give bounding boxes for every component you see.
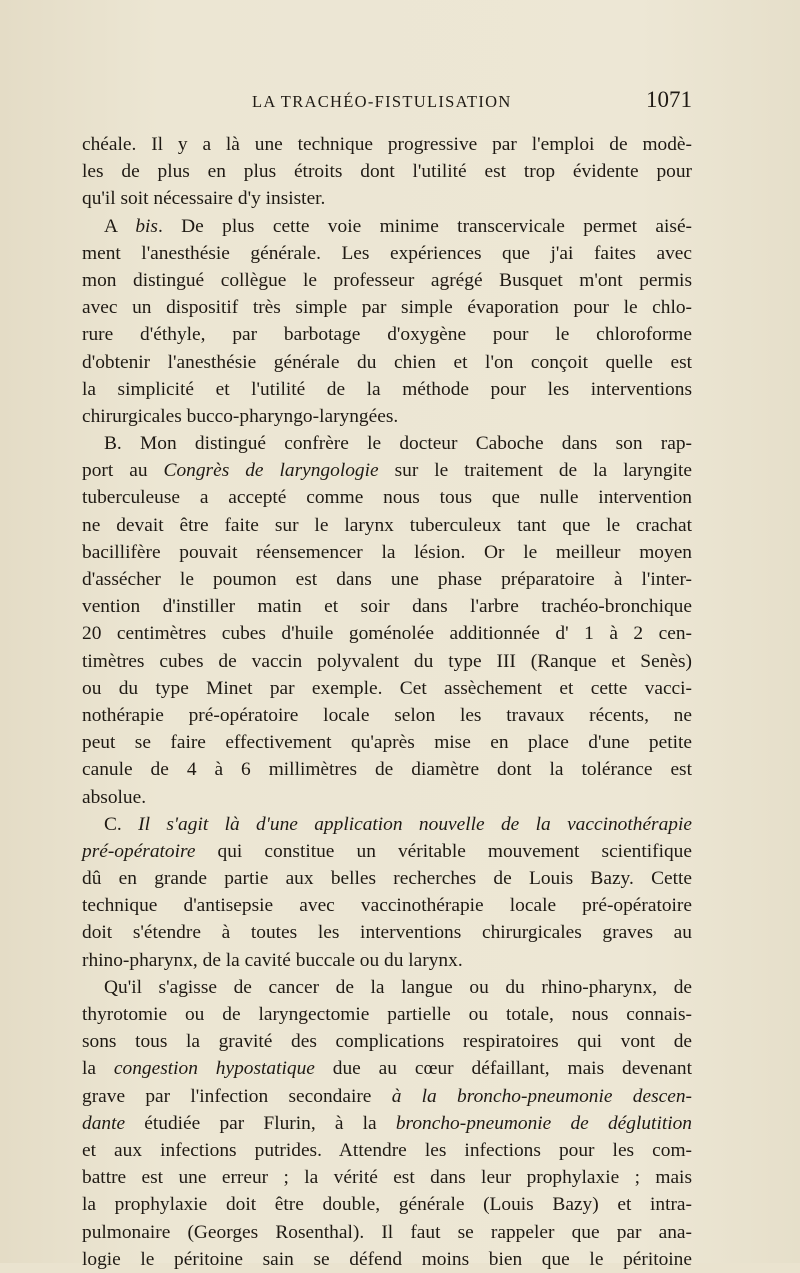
text-segment: nothérapie pré-opératoire locale selon les travaux récents, ne bbox=[82, 704, 692, 726]
text-segment: A bbox=[104, 215, 136, 237]
text-segment: . De plus cette voie minime transcervicale permet aisé- bbox=[157, 215, 693, 237]
text-segment: ment l'anesthésie générale. Les expériences que j'ai faites avec bbox=[82, 242, 692, 264]
text-segment: B. Mon distingué confrère le docteur Caboche dans son rap- bbox=[104, 433, 692, 455]
text-line bbox=[82, 1191, 692, 1218]
text-segment: chéale. Il y a là une technique progressive par l'emploi de modè- bbox=[82, 134, 692, 155]
italic-text: broncho-pneumonie de déglutition bbox=[395, 1112, 692, 1134]
text-line bbox=[82, 512, 692, 539]
text-line bbox=[82, 756, 692, 783]
text-segment: vention d'instiller matin et soir dans l'arbre trachéo-bronchique bbox=[82, 596, 692, 618]
text-segment: la prophylaxie doit être double, générale (Louis Bazy) et intra- bbox=[82, 1194, 692, 1216]
text-segment: la bbox=[82, 1058, 114, 1080]
text-segment: absolue. bbox=[82, 786, 147, 808]
text-segment: rhino-pharynx, de la cavité buccale ou du larynx. bbox=[82, 949, 463, 971]
text-line bbox=[82, 566, 692, 593]
text-segment: 20 centimètres cubes d'huile goménolée additionnée d' 1 à 2 cen- bbox=[82, 623, 692, 645]
text-segment: thyrotomie ou de laryngectomie partielle ou totale, nous connais- bbox=[82, 1004, 692, 1025]
text-segment: d'assécher le poumon est dans une phase préparatoire à l'inter- bbox=[82, 569, 692, 590]
text-line bbox=[82, 1055, 692, 1082]
text-line bbox=[82, 158, 692, 185]
text-line bbox=[82, 865, 692, 892]
text-line bbox=[82, 947, 692, 974]
text-segment: battre est une erreur ; la vérité est dans leur prophylaxie ; mais bbox=[82, 1167, 692, 1189]
text-line bbox=[82, 620, 692, 647]
text-line bbox=[82, 1028, 692, 1055]
text-segment: Qu'il s'agisse de cancer de la langue ou du rhino-pharynx, de bbox=[104, 976, 692, 998]
text-line bbox=[82, 702, 692, 729]
text-segment: chirurgicales bucco-pharyngo-laryngées. bbox=[82, 405, 399, 427]
text-line bbox=[82, 648, 692, 675]
text-line bbox=[82, 539, 692, 566]
italic-text: à la broncho-pneumonie descen- bbox=[391, 1085, 692, 1107]
text-line bbox=[82, 1001, 692, 1028]
text-line bbox=[82, 1164, 692, 1191]
text-segment: sur le traitement de la laryngite bbox=[378, 460, 692, 482]
page-number: 1071 bbox=[646, 87, 692, 112]
text-line bbox=[82, 974, 692, 1001]
text-segment: sons tous la gravité des complications respiratoires qui vont de bbox=[82, 1031, 692, 1053]
text-line bbox=[82, 892, 692, 919]
text-line bbox=[82, 838, 692, 865]
text-segment: doit s'étendre à toutes les interventions chirurgicales graves au bbox=[82, 922, 692, 944]
text-line bbox=[82, 1083, 692, 1110]
text-line bbox=[82, 1246, 692, 1273]
text-segment: qui constitue un véritable mouvement scientifique bbox=[195, 840, 692, 862]
text-segment: la simplicité et l'utilité de la méthode pour les interventions bbox=[82, 378, 692, 400]
text-line bbox=[82, 484, 692, 511]
text-line bbox=[82, 729, 692, 756]
text-segment: avec un dispositif très simple par simple évaporation pour le chlo- bbox=[82, 297, 692, 319]
text-line bbox=[82, 349, 692, 376]
text-line bbox=[82, 1219, 692, 1246]
text-segment: pulmonaire (Georges Rosenthal). Il faut se rappeler que par ana- bbox=[82, 1221, 692, 1243]
text-line bbox=[82, 294, 692, 321]
italic-text: pré-opératoire bbox=[82, 840, 196, 862]
text-segment: et aux infections putrides. Attendre les infections pour les com- bbox=[82, 1139, 692, 1161]
text-segment: ne devait être faite sur le larynx tuberculeux tant que le crachat bbox=[82, 514, 692, 536]
text-segment: mon distingué collègue le professeur agrégé Busquet m'ont permis bbox=[82, 269, 692, 291]
text-line bbox=[82, 457, 692, 484]
italic-text: congestion hypostatique bbox=[113, 1058, 315, 1080]
text-segment: tuberculeuse a accepté comme nous tous que nulle intervention bbox=[82, 487, 692, 509]
text-segment: technique d'antisepsie avec vaccinothérapie locale pré-opératoire bbox=[82, 895, 692, 917]
text-line bbox=[82, 675, 692, 702]
text-segment: dû en grande partie aux belles recherches de Louis Bazy. Cette bbox=[82, 868, 692, 890]
text-segment: canule de 4 à 6 millimètres de diamètre dont la tolérance est bbox=[82, 759, 692, 781]
text-line bbox=[82, 403, 692, 430]
italic-text: dante bbox=[82, 1112, 126, 1134]
text-line bbox=[82, 593, 692, 620]
text-segment: bacillifère pouvait réensemencer la lésion. Or le meilleur moyen bbox=[82, 541, 692, 563]
text-line bbox=[82, 240, 692, 267]
text-line bbox=[82, 321, 692, 348]
italic-text: Il s'agit là d'une application nouvelle de la vaccinothérapie bbox=[138, 813, 692, 835]
text-line bbox=[82, 784, 692, 811]
text-segment: due au cœur défaillant, mais devenant bbox=[314, 1058, 692, 1080]
text-segment: peut se faire effectivement qu'après mise en place d'une petite bbox=[82, 732, 692, 754]
text-segment: C. bbox=[104, 813, 139, 835]
text-line bbox=[82, 430, 692, 457]
text-segment: étudiée par Flurin, à la bbox=[125, 1112, 396, 1134]
text-line bbox=[82, 267, 692, 294]
text-line bbox=[82, 1110, 692, 1137]
text-line bbox=[82, 131, 692, 158]
running-title: LA TRACHÉO-FISTULISATION bbox=[252, 92, 512, 111]
text-line bbox=[82, 185, 692, 212]
text-line bbox=[82, 213, 692, 240]
text-segment: grave par l'infection secondaire bbox=[82, 1085, 392, 1107]
running-header bbox=[252, 87, 692, 116]
text-segment: ou du type Minet par exemple. Cet assèchement et cette vacci- bbox=[82, 677, 692, 699]
text-segment: d'obtenir l'anesthésie générale du chien et l'on conçoit quelle est bbox=[82, 351, 692, 373]
text-segment: rure d'éthyle, par barbotage d'oxygène pour le chloroforme bbox=[82, 324, 692, 346]
text-segment: logie le péritoine sain se défend moins bien que le péritoine bbox=[82, 1248, 692, 1270]
text-segment: port au bbox=[82, 460, 164, 482]
text-line bbox=[82, 811, 692, 838]
body-text bbox=[82, 131, 692, 1273]
text-line bbox=[82, 376, 692, 403]
text-line bbox=[82, 919, 692, 946]
italic-text: bis bbox=[135, 215, 158, 237]
text-segment: les de plus en plus étroits dont l'utilité est trop évidente pour bbox=[82, 161, 692, 183]
text-line bbox=[82, 1137, 692, 1164]
text-segment: qu'il soit nécessaire d'y insister. bbox=[82, 188, 326, 210]
italic-text: Congrès de laryngologie bbox=[163, 460, 379, 482]
text-segment: timètres cubes de vaccin polyvalent du type III (Ranque et Senès) bbox=[82, 650, 692, 672]
